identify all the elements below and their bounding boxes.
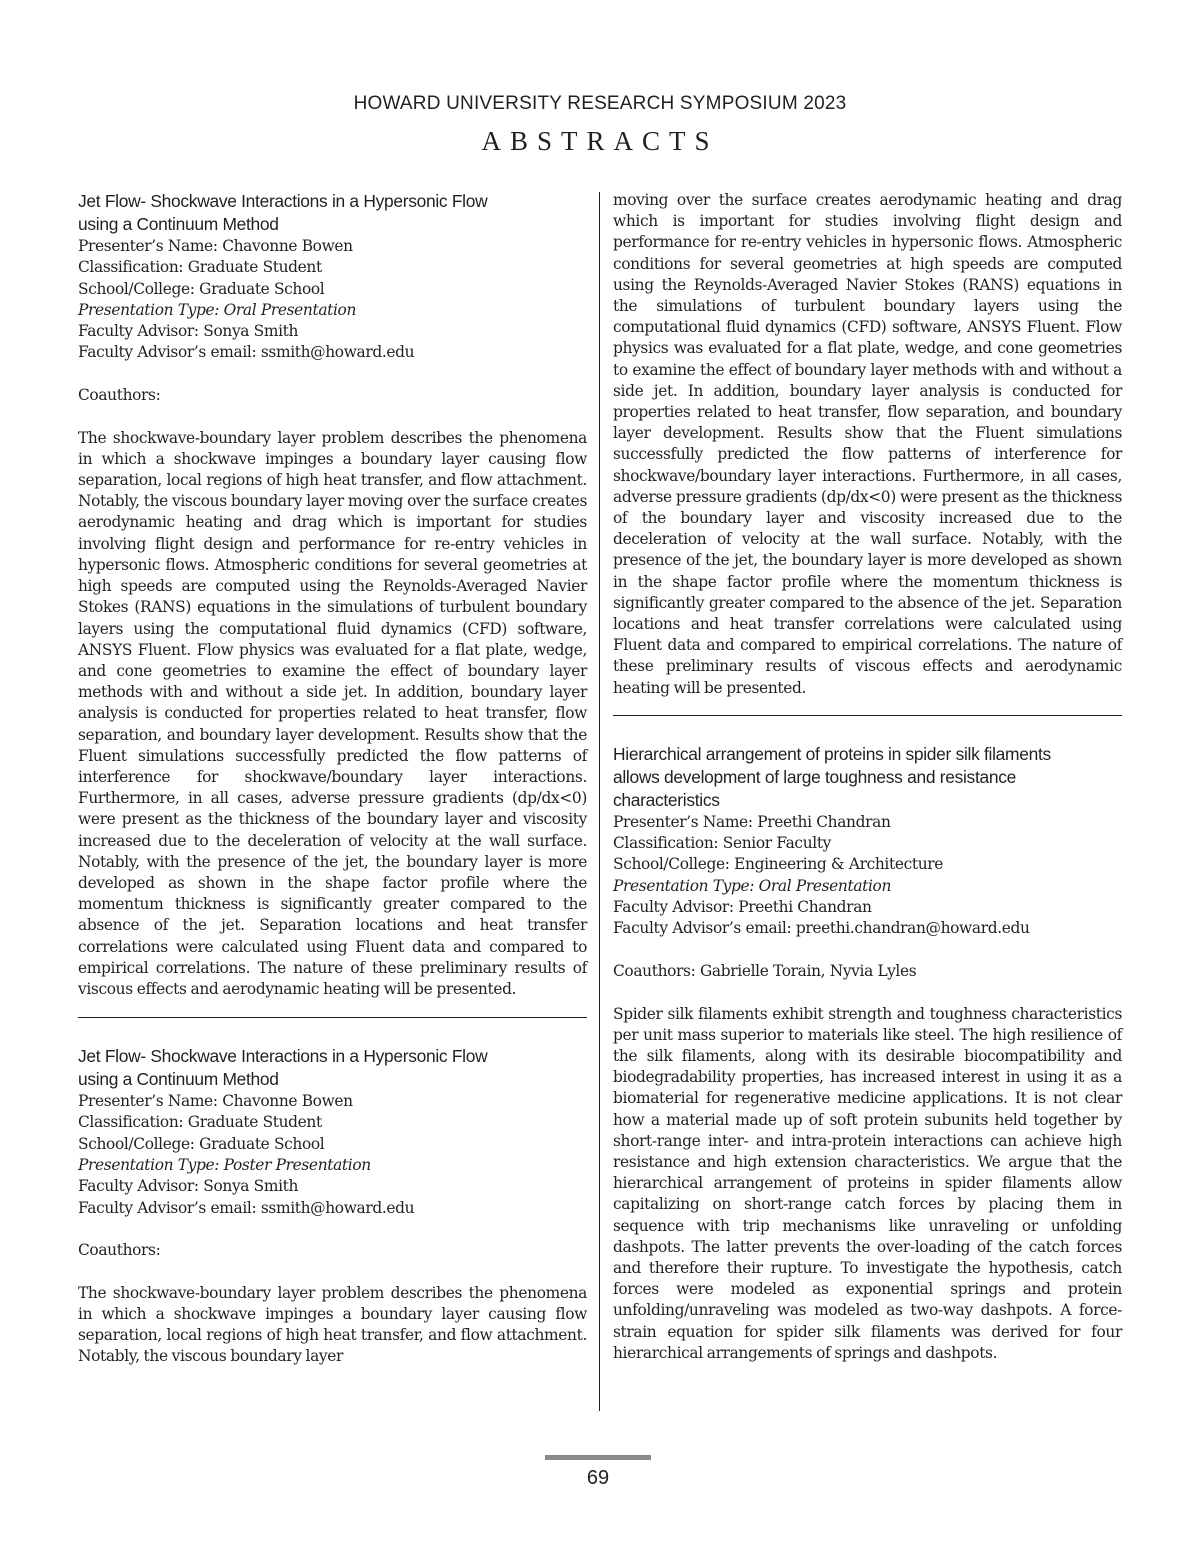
abstract-2: [78, 1045, 587, 1367]
section-heading: ABSTRACTS: [481, 126, 719, 156]
abstract-body: The shockwave-boundary layer problem describes the phenomena in which a shockwave impinges a boundary layer causing flow separation, local regions of high heat transfer, and flow attachment. Notably, the viscous boundary layer: [78, 1283, 587, 1366]
abstract-1: [78, 190, 587, 1000]
faculty-advisor: Faculty Advisor: Sonya Smith: [78, 322, 299, 341]
presenter-name: Presenter’s Name: Preethi Chandran: [613, 812, 891, 831]
abstract-title: allows development of large toughness and resistance: [613, 766, 1016, 787]
abstract-title: Jet Flow- Shockwave Interactions in a Hypersonic Flow: [78, 191, 488, 211]
column-divider: [599, 192, 600, 1411]
abstract-3: [613, 743, 1122, 1364]
page-number: 69: [586, 1467, 610, 1489]
abstract-body: Spider silk filaments exhibit strength and toughness characteristics per unit mass superior to materials like steel. The high resilience of the silk filaments, along with its desirable biocompatibility and biodegradability properties, has increased interest in using it as a biomaterial for regenerative medicine applications. It is not clear how a material made up of soft protein subunits held together by short-range inter- and intra-protein interactions can achieve high resistance and high extension characteristics. We argue that the hierarchical arrangement of proteins in spider filaments allow capitalizing on short-range catch forces by placing them in sequence with trip mechanisms like unraveling or unfolding dashpots. The latter prevents the over-loading of the catch forces and therefore their rupture. To investigate the hypothesis, catch forces were modeled as exponential springs and protein unfolding/unraveling was modeled as two-way dashpots. A force-strain equation for spider silk filaments was derived for four hierarchical arrangements of springs and dashpots.: [613, 1004, 1122, 1362]
page-number-bar: [545, 1455, 651, 1460]
classification: Classification: Graduate Student: [78, 1113, 322, 1132]
symposium-header: HOWARD UNIVERSITY RESEARCH SYMPOSIUM 2023: [353, 93, 847, 114]
section-divider: [78, 1017, 587, 1018]
faculty-advisor: Faculty Advisor: Sonya Smith: [78, 1177, 299, 1196]
abstract-body-continued: moving over the surface creates aerodynamic heating and drag which is important for studies involving flight design and performance for re-entry vehicles in hypersonic flows. Atmospheric conditions for several geometries at high speeds are computed using the Reynolds-Averaged Navier Stokes (RANS) equations in the simulations of turbulent boundary layers using the computational fluid dynamics (CFD) software, ANSYS Fluent. Flow physics was evaluated for a flat plate, wedge, and cone geometries to examine the effect of boundary layer methods with and without a side jet. In addition, boundary layer analysis is conducted for properties related to heat transfer, flow separation, and boundary layer development. Results show that the Fluent simulations successfully predicted the flow patterns of interference for shockwave/boundary layer interactions. Furthermore, in all cases, adverse pressure gradients (dp/dx<0) were present as the thickness of the boundary layer and viscosity increased due to the deceleration of velocity at the wall surface. Notably, with the presence of the jet, the boundary layer is more developed as shown in the shape factor profile where the momentum thickness is significantly greater compared to the absence of the jet. Separation locations and heat transfer correlations were calculated using Fluent data and compared to empirical correlations. The nature of these preliminary results of viscous effects and aerodynamic heating will be presented.: [613, 191, 1122, 697]
presentation-type: Presentation Type: Oral Presentation: [78, 300, 357, 319]
faculty-advisor-email: Faculty Advisor’s email: preethi.chandran@howard.edu: [613, 919, 1030, 938]
presenter-name: Presenter’s Name: Chavonne Bowen: [78, 237, 353, 255]
abstract-body: The shockwave-boundary layer problem describes the phenomena in which a shockwave impinges a boundary layer causing flow separation, local regions of high heat transfer, and flow attachment. Notably, the viscous boundary layer moving over the surface creates aerodynamic heating and drag which is important for studies involving flight design and performance for re-entry vehicles in hypersonic flows. Atmospheric conditions for several geometries at high speeds are computed using the Reynolds-Averaged Navier Stokes (RANS) equations in the simulations of turbulent boundary layers using the computational fluid dynamics (CFD) software, ANSYS Fluent. Flow physics was evaluated for a flat plate, wedge, and cone geometries to examine the effect of boundary layer methods with and without a side jet. In addition, boundary layer analysis is conducted for properties related to heat transfer, flow separation, and boundary layer development. Results show that the Fluent simulations successfully predicted the flow patterns of interference for shockwave/boundary layer interactions. Furthermore, in all cases, adverse pressure gradients (dp/dx<0) were present as the thickness of the boundary layer and viscosity increased due to the deceleration of velocity at the wall surface. Notably, with the presence of the jet, the boundary layer is more developed as shown in the shape factor profile where the momentum thickness is significantly greater compared to the absence of the jet. Separation locations and heat transfer correlations were calculated using Fluent data and compared to empirical correlations. The nature of these preliminary results of viscous effects and aerodynamic heating will be presented.: [78, 428, 587, 998]
right-column: [613, 190, 1122, 1364]
classification: Classification: Graduate Student: [78, 258, 322, 277]
abstract-title: using a Continuum Method: [78, 1069, 279, 1090]
coauthors: Coauthors: Gabrielle Torain, Nyvia Lyles: [613, 961, 917, 980]
classification: Classification: Senior Faculty: [613, 834, 832, 853]
school-college: School/College: Engineering & Architecture: [613, 855, 944, 874]
coauthors: Coauthors:: [78, 1241, 161, 1260]
school-college: School/College: Graduate School: [78, 279, 325, 298]
presenter-name: Presenter’s Name: Chavonne Bowen: [78, 1092, 353, 1111]
abstract-title: Jet Flow- Shockwave Interactions in a Hypersonic Flow: [78, 1046, 488, 1067]
faculty-advisor: Faculty Advisor: Preethi Chandran: [613, 898, 872, 917]
abstract-title: characteristics: [613, 789, 720, 810]
abstract-title: Hierarchical arrangement of proteins in spider silk filaments: [613, 743, 1051, 764]
section-divider: [613, 715, 1122, 716]
school-college: School/College: Graduate School: [78, 1134, 325, 1153]
left-column: [78, 190, 587, 1368]
coauthors: Coauthors:: [78, 386, 161, 405]
faculty-advisor-email: Faculty Advisor’s email: ssmith@howard.edu: [78, 343, 415, 362]
faculty-advisor-email: Faculty Advisor’s email: ssmith@howard.edu: [78, 1198, 415, 1217]
abstract-title: using a Continuum Method: [78, 214, 279, 234]
presentation-type: Presentation Type: Oral Presentation: [613, 876, 892, 895]
presentation-type: Presentation Type: Poster Presentation: [78, 1156, 371, 1175]
